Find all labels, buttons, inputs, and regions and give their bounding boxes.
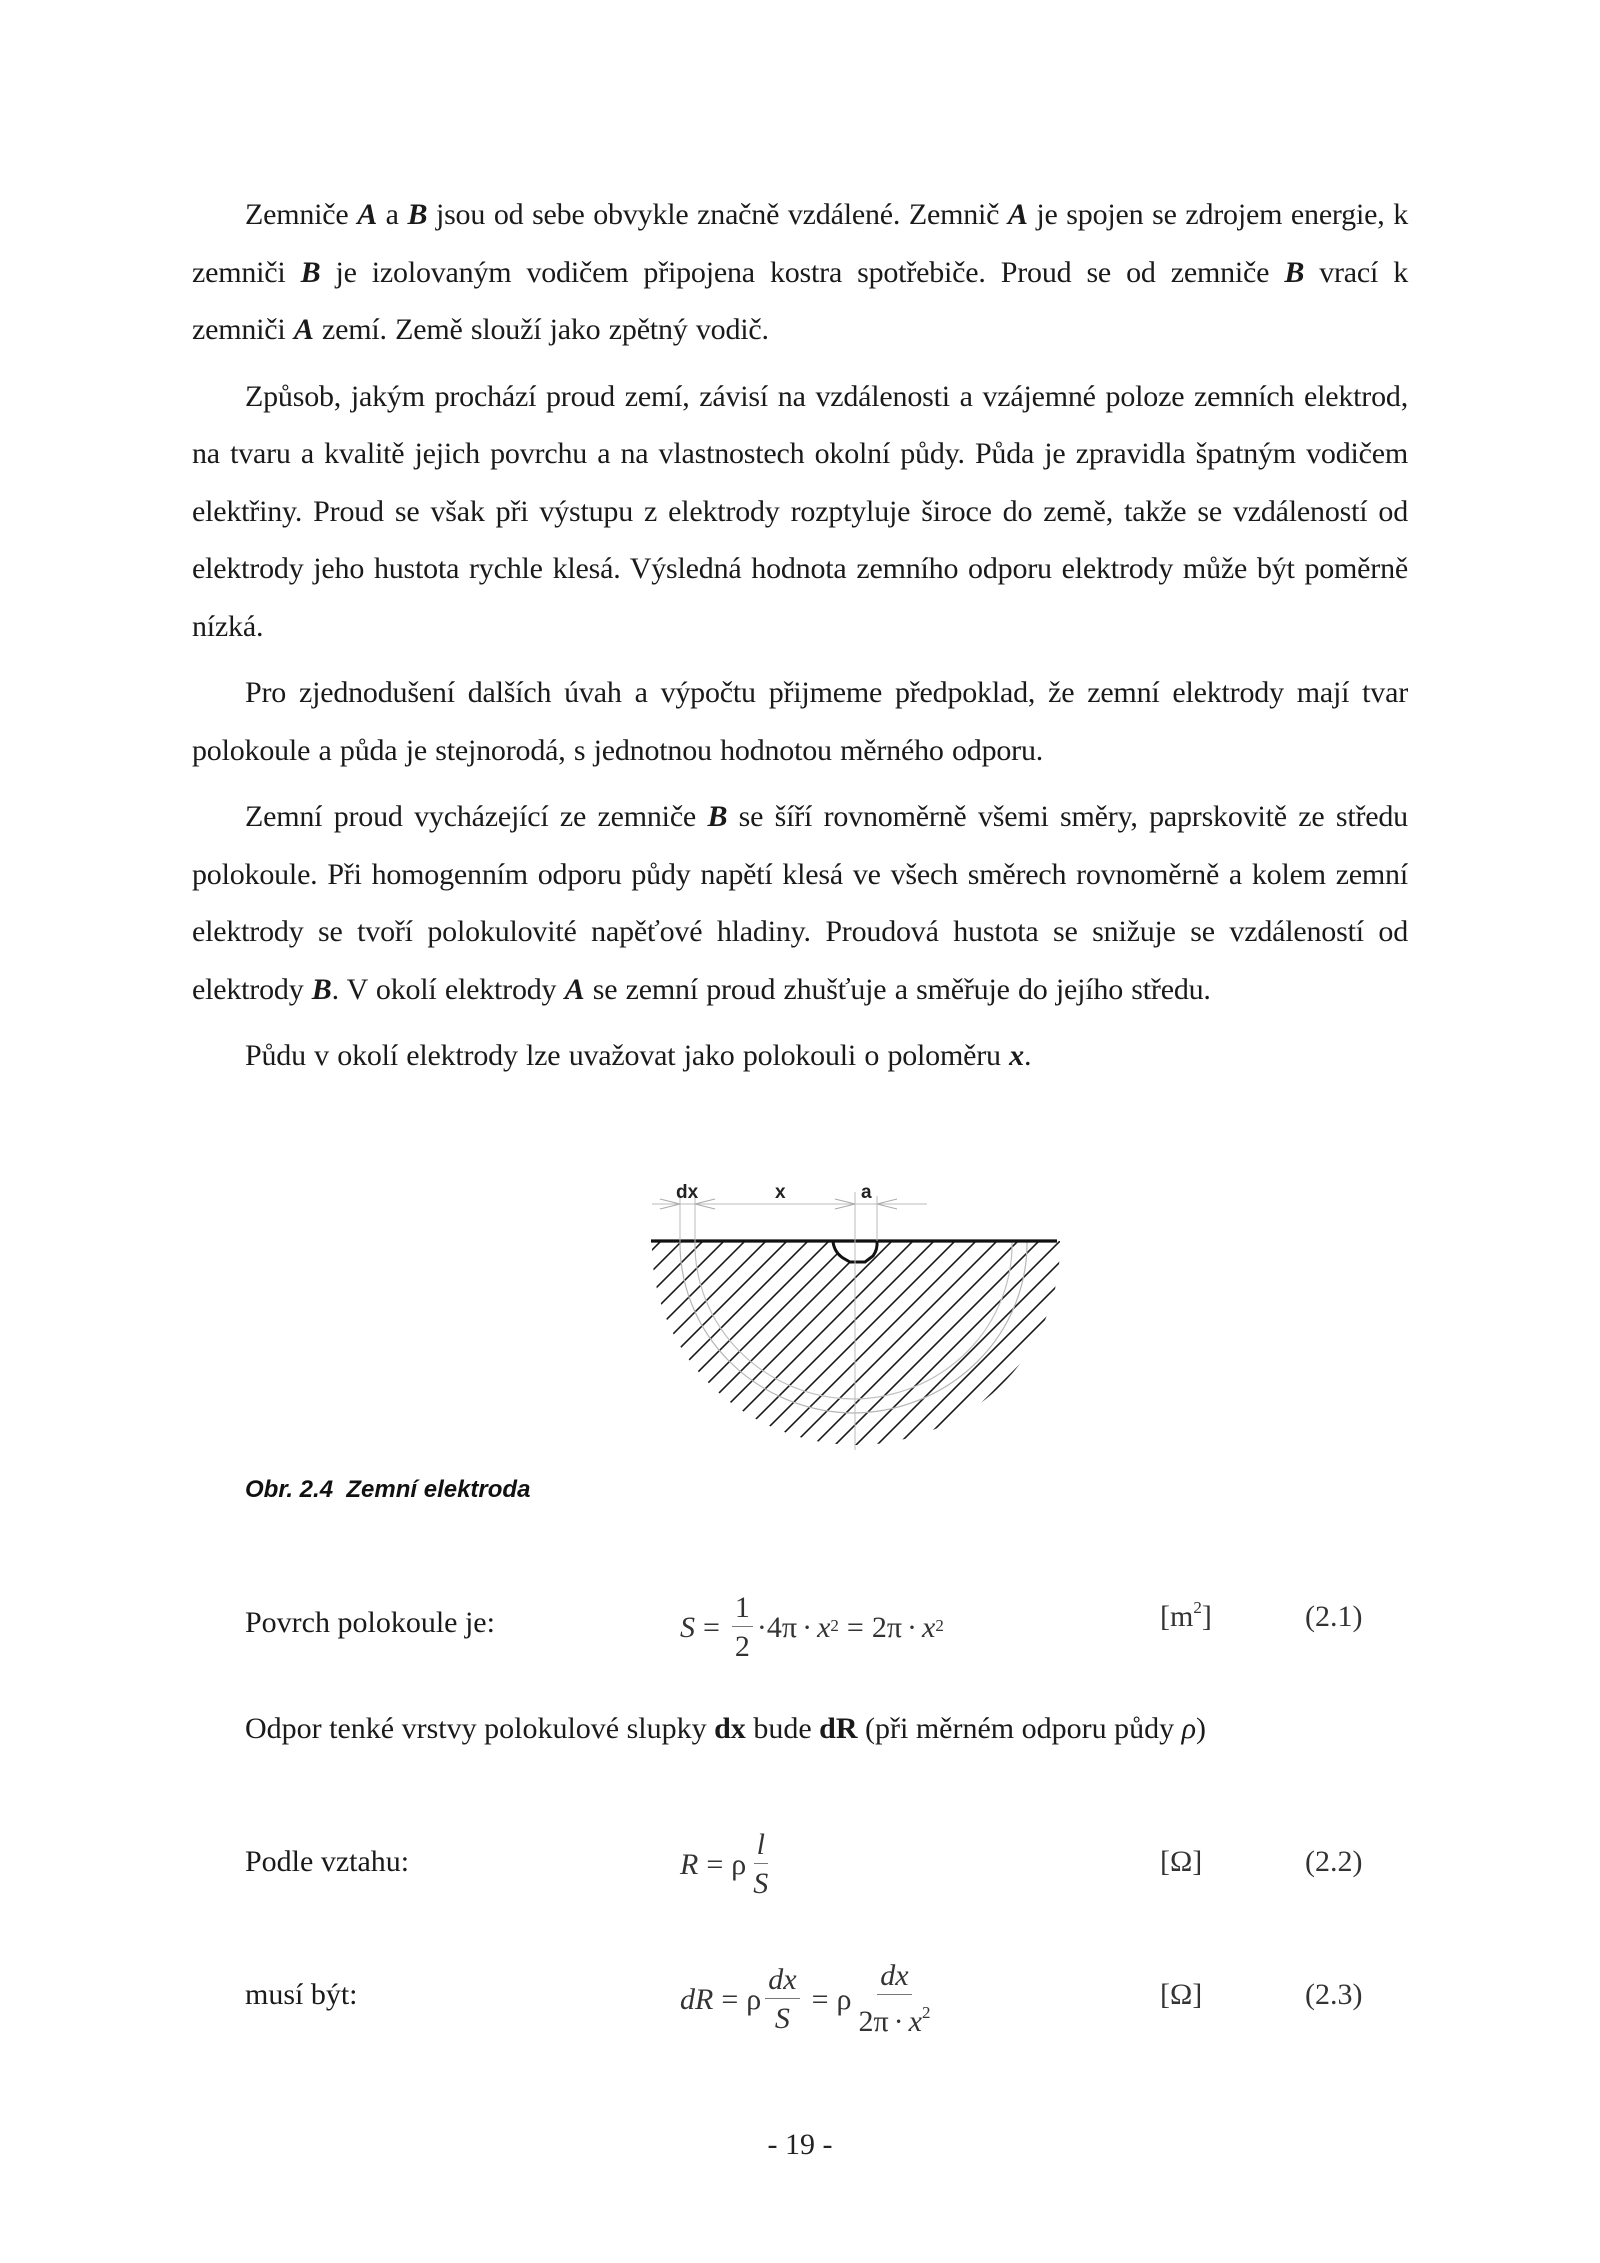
paragraph-5 (192, 1027, 1408, 1085)
paragraph-4 (192, 788, 1408, 1018)
bold-dR: dR (819, 1712, 858, 1745)
denominator: S (753, 1866, 769, 1900)
dot-operator: · (756, 1611, 767, 1644)
equation-row-2-3 (245, 1950, 1410, 2050)
symbol-x: x (921, 1611, 936, 1644)
text-run: jsou od sebe obvykle značně vzdálené. Zemnič (427, 198, 1008, 231)
fraction-dx-over-2pi-x2 (855, 1958, 933, 2042)
term-2pi: 2π (871, 1611, 902, 1644)
symbol-x: x (817, 1611, 831, 1644)
unit-bracket: ] (1201, 1600, 1212, 1633)
numerator: dx (877, 1958, 911, 1995)
interstitial-sentence (245, 1712, 1206, 1746)
text-run: Půdu v okolí elektrody lze uvažovat jako polokouli o poloměru (245, 1039, 1010, 1072)
equals-sign: = (811, 1983, 829, 2016)
equals-sign: = (846, 1611, 864, 1644)
fraction-dx-over-S (765, 1962, 799, 2039)
paragraph-2 (192, 368, 1408, 656)
equation-row-2-2 (245, 1815, 1410, 1915)
paragraph-1 (192, 186, 1408, 359)
text-run: . (1023, 1039, 1032, 1072)
emphasized-symbol: B (1284, 255, 1305, 289)
unit-text: [m (1160, 1600, 1194, 1633)
equation-number: (2.2) (1305, 1845, 1363, 1878)
dot-operator: · (893, 2005, 904, 2038)
dot-operator: · (906, 1611, 917, 1644)
numerator: dx (765, 1962, 799, 1999)
symbol-x: x (908, 2005, 922, 2038)
symbol-dR: dR (680, 1983, 714, 2016)
equation-label: musí být: (245, 1978, 358, 2011)
symbol-rho: ρ (836, 1983, 852, 2016)
text-run: Zemní proud vycházející ze zemniče (245, 800, 708, 833)
text: bude (745, 1712, 820, 1745)
equation-number: (2.3) (1305, 1978, 1363, 2011)
emphasized-symbol: A (1007, 198, 1028, 231)
text: ) (1196, 1712, 1207, 1745)
fraction-one-half (732, 1590, 753, 1667)
equation-formula (680, 1578, 944, 1678)
equals-sign: = (721, 1983, 739, 2016)
page-number: - 19 - (767, 2128, 833, 2161)
emphasized-symbol: A (357, 198, 378, 231)
text-run: Způsob, jakým prochází proud zemí, závisí na vzdálenosti a vzájemné poloze zemních elektrod, na tvaru a kvalitě jejich povrchu a na vlastnostech okolní půdy. Půda je zpravidla špatným vodičem elektřiny. Proud se však při výstupu z elektrody rozptyluje široce do země, takže se vzdáleností od elektrody jeho hustota rychle klesá. Výsledná hodnota zemního odporu elektrody může být poměrně nízká. (192, 379, 1408, 643)
emphasized-symbol: B (300, 255, 321, 289)
equation-unit (1160, 1600, 1212, 1634)
denominator: S (774, 2001, 790, 2035)
symbol-rho: ρ (731, 1848, 747, 1881)
label-x: x (775, 1182, 786, 1203)
text-run: se šíří rovnoměrně všemi směry, paprskovitě ze středu polokoule. Při homogenním odporu půdy napětí klesá ve všech směrech rovnoměrně a kolem zemní elektrody se tvoří polokulovité napěťové hladiny. Proudová hustota se snižuje se vzdáleností od elektrody (192, 800, 1408, 1006)
text: (při měrném odporu půdy (857, 1712, 1182, 1745)
text: Odpor tenké vrstvy polokulové slupky (245, 1712, 715, 1745)
label-a: a (861, 1182, 872, 1203)
equation-label: Povrch polokoule je: (245, 1606, 495, 1639)
equals-sign: = (706, 1848, 724, 1881)
dot-operator: · (802, 1611, 813, 1644)
equation-row-2-1 (245, 1578, 1410, 1678)
equation-unit: [Ω] (1160, 1845, 1203, 1878)
symbol-S: S (680, 1611, 695, 1644)
exponent: 2 (830, 1616, 839, 1635)
body-text (192, 186, 1408, 1094)
exponent: 2 (921, 2003, 931, 2022)
symbol-rho: ρ (746, 1983, 762, 2016)
equation-formula (680, 1950, 937, 2050)
denominator: 2 (734, 1629, 750, 1663)
equals-sign: = (703, 1611, 720, 1644)
text-run: Pro zjednodušení dalších úvah a výpočtu přijmeme předpoklad, že zemní elektrody mají tvar polokoule a půda je stejnorodá, s jednotnou hodnotou měrného odporu. (192, 676, 1408, 767)
emphasized-symbol: x (1009, 1039, 1024, 1072)
exponent: 2 (935, 1616, 944, 1635)
paragraph-3 (192, 664, 1408, 779)
equation-unit: [Ω] (1160, 1978, 1203, 2011)
figure-earth-electrode (640, 1170, 1080, 1470)
numerator: 1 (732, 1590, 753, 1627)
denominator (855, 1995, 933, 2042)
equation-label: Podle vztahu: (245, 1845, 410, 1878)
electrode-diagram (640, 1170, 1080, 1470)
text-run: se zemní proud zhušťuje a směřuje do jejího středu. (584, 972, 1211, 1006)
text-run: . V okolí elektrody (331, 972, 565, 1006)
figure-caption: Obr. 2.4 Zemní elektroda (245, 1476, 531, 1503)
symbol-R: R (680, 1848, 699, 1881)
term-2pi: 2π (858, 2005, 889, 2038)
label-dx: dx (676, 1182, 699, 1203)
symbol-rho: ρ (1181, 1712, 1197, 1745)
bold-dx: dx (714, 1712, 746, 1745)
emphasized-symbol: B (707, 800, 728, 833)
emphasized-symbol: B (311, 972, 332, 1006)
emphasized-symbol: B (407, 198, 428, 231)
unit-exponent: 2 (1193, 1598, 1202, 1617)
equation-number: (2.1) (1305, 1600, 1363, 1633)
text-run: a (377, 198, 408, 231)
numerator: l (754, 1827, 768, 1864)
text-run: zemí. Země slouží jako zpětný vodič. (313, 313, 769, 346)
fraction-l-over-S (750, 1827, 771, 1904)
equation-formula (680, 1815, 775, 1915)
emphasized-symbol: A (293, 313, 314, 346)
emphasized-symbol: A (564, 972, 585, 1006)
text-run: vrací k zemniči (192, 255, 1409, 346)
term-4pi: 4π (766, 1611, 798, 1644)
text-run: Zemniče (245, 198, 358, 231)
text-run: je izolovaným vodičem připojena kostra spotřebiče. Proud se od zemniče (320, 255, 1285, 289)
text-run: je spojen se zdrojem energie, k zemniči (192, 198, 1408, 289)
